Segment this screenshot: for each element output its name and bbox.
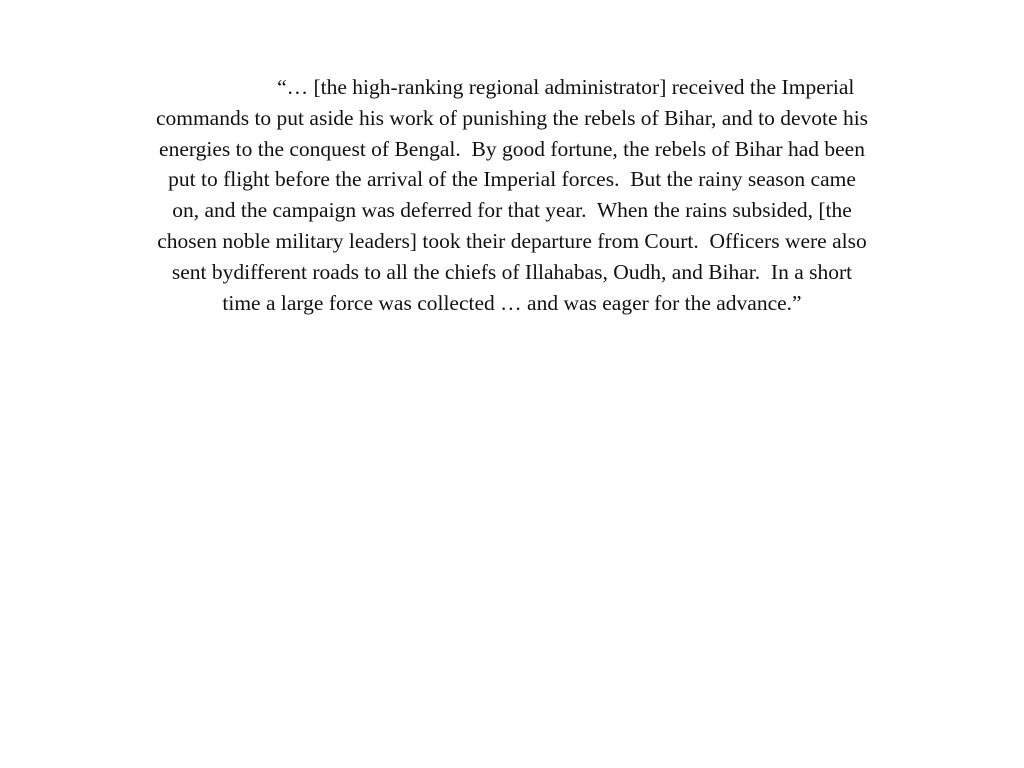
quote-line-1: “… [the high-ranking regional administrator] received the Imperial bbox=[169, 75, 855, 99]
quote-line-2: commands to put aside his work of punishing the rebels of Bihar, and to devote his bbox=[155, 105, 869, 130]
quote-line-3: energies to the conquest of Bengal. By good fortune, the rebels of Bihar had been bbox=[159, 136, 865, 161]
quote-line-5: on, and the campaign was deferred for that year. When the rains subsided, [the bbox=[172, 198, 852, 223]
quote-line-4: put to flight before the arrival of the Imperial forces. But the rainy season came bbox=[168, 167, 856, 192]
historical-quote bbox=[70, 72, 954, 318]
quote-line-6: chosen noble military leaders] took their departure from Court. Officers were also bbox=[157, 228, 867, 253]
quote-line-7: sent bydifferent roads to all the chiefs of Illahabas, Oudh, and Bihar. In a short bbox=[171, 259, 853, 284]
quote-line-8: time a large force was collected … and was eager for the advance.” bbox=[222, 290, 802, 315]
